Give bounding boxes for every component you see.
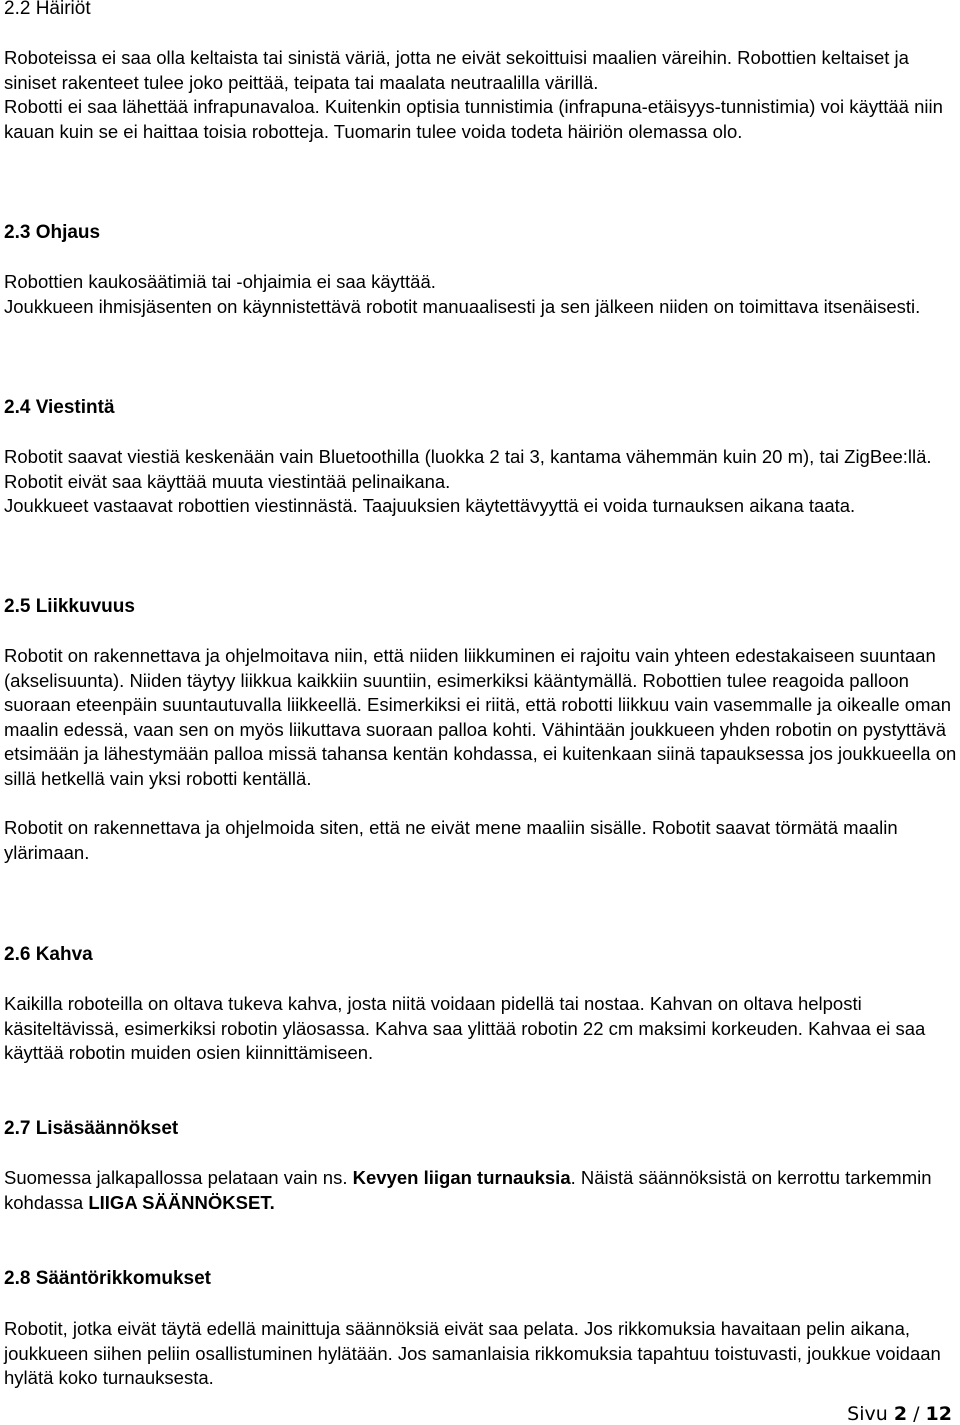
text-run: . Näistä säännöksistä on kerrottu tarkemmin kohdassa <box>4 1167 932 1213</box>
section-body-ohjaus <box>4 270 958 319</box>
footer-separator: / <box>907 1403 926 1425</box>
section-body-kahva <box>4 992 958 1066</box>
page-number-footer <box>847 1403 952 1425</box>
bold-run: Kevyen liigan turnauksia <box>352 1167 571 1188</box>
section-title-lisasaannokset: 2.7 Lisäsäännökset <box>4 1118 179 1139</box>
section-body-lisasaannokset <box>4 1166 958 1215</box>
paragraph: Robotit, jotka eivät täytä edellä mainittuja säännöksiä eivät saa pelata. Jos rikkomuksia havaitaan pelin aikana, joukkueen siihen peliin osallistuminen hylätään. Jos samanlaisia rikkomuksia tapahtuu toistuvasti, joukkue voidaan hylätä koko turnauksesta. <box>4 1318 941 1388</box>
footer-prefix: Sivu <box>847 1403 894 1425</box>
section-body-saantorikkomukset <box>4 1317 958 1391</box>
section-body-viestinta <box>4 445 958 519</box>
text-run: Suomessa jalkapallossa pelataan vain ns. <box>4 1167 353 1188</box>
section-title-saantorikkomukset: 2.8 Sääntörikkomukset <box>4 1268 211 1289</box>
section-title-ohjaus: 2.3 Ohjaus <box>4 222 101 243</box>
bold-run: LIIGA SÄÄNNÖKSET. <box>88 1191 275 1213</box>
footer-total-pages: 12 <box>925 1403 952 1425</box>
section-title-liikkuvuus: 2.5 Liikkuvuus <box>4 596 135 617</box>
section-body-liikkuvuus <box>4 644 960 865</box>
paragraph: Robottien kaukosäätimiä tai -ohjaimia ei saa käyttää. <box>4 271 436 292</box>
section-title-viestinta: 2.4 Viestintä <box>4 397 115 418</box>
paragraph <box>4 1166 958 1215</box>
paragraph: Joukkueen ihmisjäsenten on käynnistettävä robotit manuaalisesti ja sen jälkeen niiden on toimittava itsenäisesti. <box>4 295 921 317</box>
paragraph: Kaikilla roboteilla on oltava tukeva kahva, josta niitä voidaan pidellä tai nostaa. Kahvan on oltava helposti käsiteltävissä, esimerkiksi robotin yläosassa. Kahva saa ylittää robotin 22 cm maksimi korkeuden. Kahvaa ei saa käyttää robotin muiden osien kiinnittämiseen. <box>4 993 926 1063</box>
section-title-hairiot: 2.2 Häiriöt <box>4 0 91 19</box>
paragraph: Robotti ei saa lähettää infrapunavaloa. Kuitenkin optisia tunnistimia (infrapuna-etäisyys-tunnistimia) voi käyttää niin kauan kuin se ei haittaa toisia robotteja. Tuomarin tulee voida todeta häiriön olemassa olo. <box>4 96 943 142</box>
footer-current-page: 2 <box>893 1403 908 1425</box>
paragraph: Robotit on rakennettava ja ohjelmoida siten, että ne eivät mene maaliin sisälle. Robotit saavat törmätä maalin ylärimaan. <box>4 817 898 863</box>
section-body-hairiot <box>4 46 958 144</box>
paragraph: Roboteissa ei saa olla keltaista tai sinistä väriä, jotta ne eivät sekoittuisi maalien väreihin. Robottien keltaiset ja siniset rakenteet tulee joko peittää, teipata tai maalata neutraalilla värillä. <box>4 47 909 93</box>
section-title-kahva: 2.6 Kahva <box>4 944 93 965</box>
paragraph: Robotit on rakennettava ja ohjelmoitava niin, että niiden liikkuminen ei rajoitu vain yhteen edestakaiseen suuntaan (akselisuunta). Niiden täytyy liikkua kaikkiin suuntiin, esimerkiksi kääntymällä. Robottien tulee reagoida palloon suoraan eteenpäin suuntautuvalla liikkeellä. Esimerkiksi ei riitä, että robotti liikkuu vain vasemmalle ja oikealle oman maalin edessä, vaan sen on myös liikuttava suoraan palloa kohti. Vähintään joukkueen yhden robotin on pystyttävä etsimään ja lähestymään palloa missä tahansa kentän kohdassa, ei kuitenkaan siinä tapauksessa jos joukkueella on sillä hetkellä vain yksi robotti kentällä. <box>4 645 957 789</box>
paragraph: Robotit saavat viestiä keskenään vain Bluetoothilla (luokka 2 tai 3, kantama vähemmän kuin 20 m), tai ZigBee:llä. Robotit eivät saa käyttää muuta viestintää pelinaikana. <box>4 446 932 492</box>
paragraph: Joukkueet vastaavat robottien viestinnästä. Taajuuksien käytettävyyttä ei voida turnauksen aikana taata. <box>4 495 856 516</box>
